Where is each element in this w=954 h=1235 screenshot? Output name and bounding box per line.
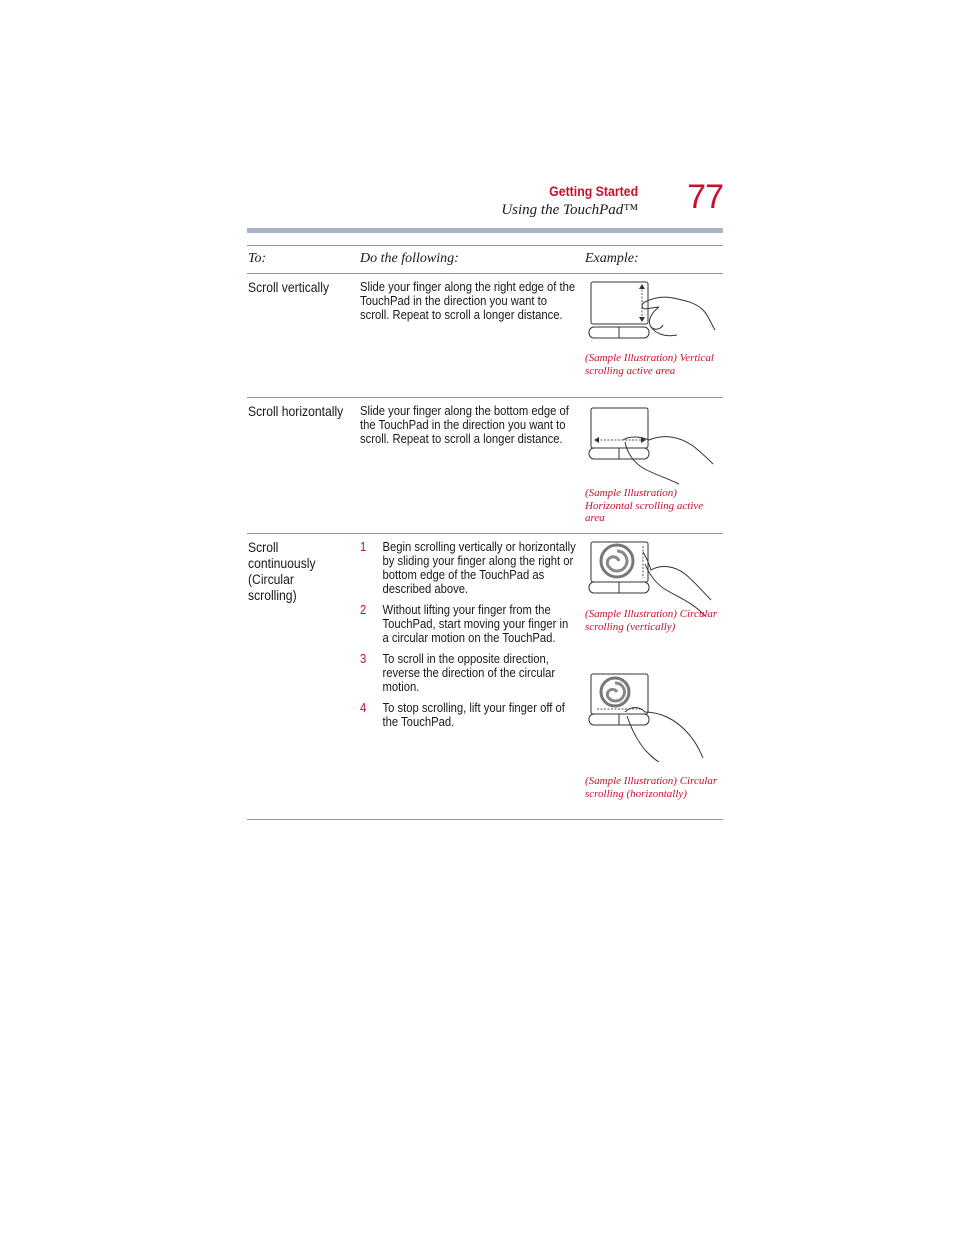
step-text: To stop scrolling, lift your finger off of the TouchPad. bbox=[382, 701, 565, 729]
step-item bbox=[360, 540, 576, 596]
instruction-text: Slide your finger along the right edge of the TouchPad in the direction you want to scroll. Repeat to scroll a longer distance. bbox=[360, 280, 576, 322]
table-row bbox=[247, 533, 723, 820]
header-do: Do the following: bbox=[360, 251, 459, 266]
page-number: 77 bbox=[687, 178, 723, 216]
table-row bbox=[247, 397, 723, 533]
step-list bbox=[360, 540, 576, 736]
action-label: Scroll continuously (Circular scrolling) bbox=[248, 540, 316, 603]
step-number: 2 bbox=[360, 603, 367, 617]
action-label: Scroll horizontally bbox=[248, 404, 344, 419]
section-title: Using the TouchPad™ bbox=[501, 202, 638, 218]
chapter-title: Getting Started bbox=[549, 183, 638, 199]
instruction-table bbox=[247, 245, 723, 820]
illustration-caption: (Sample Illustration) Horizontal scrolling active area bbox=[585, 487, 704, 524]
header-example: Example: bbox=[585, 251, 639, 266]
instruction-text: Slide your finger along the bottom edge of the TouchPad in the direction you want to scroll. Repeat to scroll a longer distance. bbox=[360, 404, 569, 446]
step-text: Begin scrolling vertically or horizontally by sliding your finger along the right or bottom edge of the TouchPad as described above. bbox=[382, 540, 576, 596]
step-number: 3 bbox=[360, 652, 367, 666]
vertical-scroll-illustration bbox=[585, 280, 720, 342]
step-number: 4 bbox=[360, 701, 367, 715]
illustration-caption: (Sample Illustration) Circular scrolling (vertically) bbox=[585, 608, 718, 633]
table-row bbox=[247, 273, 723, 397]
step-text: Without lifting your finger from the TouchPad, start moving your finger in a circular motion on the TouchPad. bbox=[382, 603, 569, 645]
header-rule bbox=[247, 228, 723, 233]
step-number: 1 bbox=[360, 540, 367, 554]
illustration-caption: (Sample Illustration) Circular scrolling (horizontally) bbox=[585, 775, 718, 800]
illustration-caption: (Sample Illustration) Vertical scrolling active area bbox=[585, 352, 714, 377]
horizontal-scroll-illustration bbox=[585, 406, 720, 486]
header-to: To: bbox=[248, 251, 267, 266]
step-item bbox=[360, 652, 576, 694]
action-label: Scroll vertically bbox=[248, 280, 330, 295]
circular-vertical-illustration bbox=[585, 540, 720, 618]
step-item bbox=[360, 701, 576, 729]
table-header-row bbox=[247, 245, 723, 273]
step-text: To scroll in the opposite direction, reverse the direction of the circular motion. bbox=[382, 652, 556, 694]
circular-horizontal-illustration bbox=[585, 672, 720, 762]
step-item bbox=[360, 603, 576, 645]
